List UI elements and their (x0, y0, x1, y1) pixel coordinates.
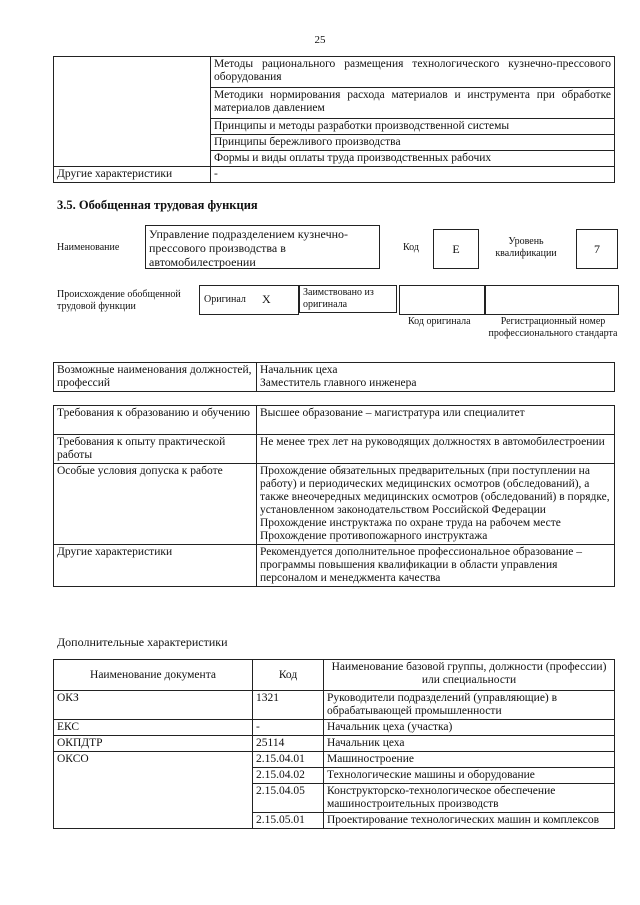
req-item: Прохождение обязательных предварительных (при поступлении на работу) и периодических медицинских осмотров (обследований), а также внеочередных медицинских осмотров (обследований) в порядке, установленном законодательством Российской Федерации (260, 465, 610, 516)
gtf-name: Управление подразделением кузнечно-прессового производства в автомобилестроении (145, 225, 380, 269)
header-code: Код (253, 660, 324, 691)
table-row (54, 406, 615, 435)
additional-table (53, 659, 615, 829)
original-cell (199, 285, 299, 315)
row-doc (54, 768, 253, 784)
table-cell (54, 151, 211, 167)
gtf-code: Е (433, 229, 479, 269)
page-number: 25 (314, 34, 326, 46)
position-item: Начальник цеха (260, 364, 338, 376)
table-cell: Принципы и методы разработки производственной системы (211, 119, 615, 135)
table-row (54, 435, 615, 464)
requirements-table (53, 405, 615, 587)
table-row (54, 167, 615, 183)
table-row (54, 151, 615, 167)
row-doc: ОКЗ (54, 691, 253, 720)
reg-number-cell (485, 285, 619, 315)
row-name: Руководители подразделений (управляющие) в обрабатывающей промышленности (324, 691, 615, 720)
req-label: Особые условия допуска к работе (54, 464, 257, 545)
table-cell (54, 119, 211, 135)
row-code: 2.15.04.01 (253, 752, 324, 768)
table-cell (54, 135, 211, 151)
row-name: Начальник цеха (324, 736, 615, 752)
row-code: 2.15.05.01 (253, 813, 324, 829)
req-value (257, 464, 615, 545)
table-cell (54, 88, 211, 119)
positions-label: Возможные наименования должностей, профессий (54, 363, 257, 392)
original-mark: X (262, 292, 271, 306)
table-row (54, 135, 615, 151)
table-row (54, 720, 615, 736)
req-value: Высшее образование – магистратура или специалитет (257, 406, 615, 435)
row-name: Технологические машины и оборудование (324, 768, 615, 784)
code-original-label: Код оригинала (408, 316, 471, 327)
table-header-row (54, 660, 615, 691)
table-cell: - (211, 167, 615, 183)
row-code: 2.15.04.02 (253, 768, 324, 784)
table-row (54, 57, 615, 88)
table-row (54, 119, 615, 135)
origin-label: Происхождение обобщенной трудовой функции (57, 289, 181, 312)
table-cell: Другие характеристики (54, 167, 211, 183)
position-item: Заместитель главного инженера (260, 377, 417, 389)
table-row (54, 545, 615, 587)
positions-table (53, 362, 615, 392)
name-label: Наименование (57, 242, 120, 253)
section-title: 3.5. Обобщенная трудовая функция (57, 198, 258, 212)
table-row (54, 813, 615, 829)
row-code: 25114 (253, 736, 324, 752)
table-cell: Формы и виды оплаты труда производственных рабочих (211, 151, 615, 167)
row-code: 1321 (253, 691, 324, 720)
table-cell (54, 57, 211, 88)
table-row (54, 464, 615, 545)
table-row (54, 691, 615, 720)
table-row (54, 752, 615, 768)
additional-title: Дополнительные характеристики (57, 635, 228, 649)
knowledge-table (53, 56, 615, 183)
row-code: 2.15.04.05 (253, 784, 324, 813)
row-doc (54, 784, 253, 813)
table-row (54, 784, 615, 813)
table-row (54, 768, 615, 784)
row-name: Проектирование технологических машин и комплексов (324, 813, 615, 829)
req-label: Требования к образованию и обучению (54, 406, 257, 435)
row-doc: ЕКС (54, 720, 253, 736)
level-label: Уровень квалификации (495, 236, 557, 259)
row-name: Начальник цеха (участка) (324, 720, 615, 736)
table-row (54, 88, 615, 119)
borrowed-cell: Заимствовано из оригинала (299, 285, 397, 313)
table-cell: Методы рационального размещения технологического кузнечно-прессового оборудования (211, 57, 615, 88)
header-name: Наименование базовой группы, должности (профессии) или специальности (324, 660, 615, 691)
code-label: Код (403, 242, 419, 253)
positions-values (257, 363, 615, 392)
req-label: Другие характеристики (54, 545, 257, 587)
row-code: - (253, 720, 324, 736)
table-cell: Принципы бережливого производства (211, 135, 615, 151)
req-value: Не менее трех лет на руководящих должностях в автомобилестроении (257, 435, 615, 464)
gtf-level: 7 (576, 229, 618, 269)
req-value: Рекомендуется дополнительное профессиональное образование – программы повышения квалификации в области управления персоналом и менеджмента качества (257, 545, 615, 587)
row-doc: ОКСО (54, 752, 253, 768)
req-label: Требования к опыту практической работы (54, 435, 257, 464)
row-name: Конструкторско-технологическое обеспечение машиностроительных производств (324, 784, 615, 813)
table-cell: Методики нормирования расхода материалов и инструмента при обработке материалов давлением (211, 88, 615, 119)
table-row (54, 363, 615, 392)
table-row (54, 736, 615, 752)
header-doc: Наименование документа (54, 660, 253, 691)
row-doc (54, 813, 253, 829)
row-doc: ОКПДТР (54, 736, 253, 752)
code-original-cell (399, 285, 485, 315)
row-name: Машиностроение (324, 752, 615, 768)
original-label: Оригинал (204, 294, 246, 305)
req-item: Прохождение противопожарного инструктажа (260, 530, 488, 542)
reg-number-label: Регистрационный номер профессионального стандарта (488, 316, 618, 339)
req-item: Прохождение инструктажа по охране труда на рабочем месте (260, 517, 561, 529)
